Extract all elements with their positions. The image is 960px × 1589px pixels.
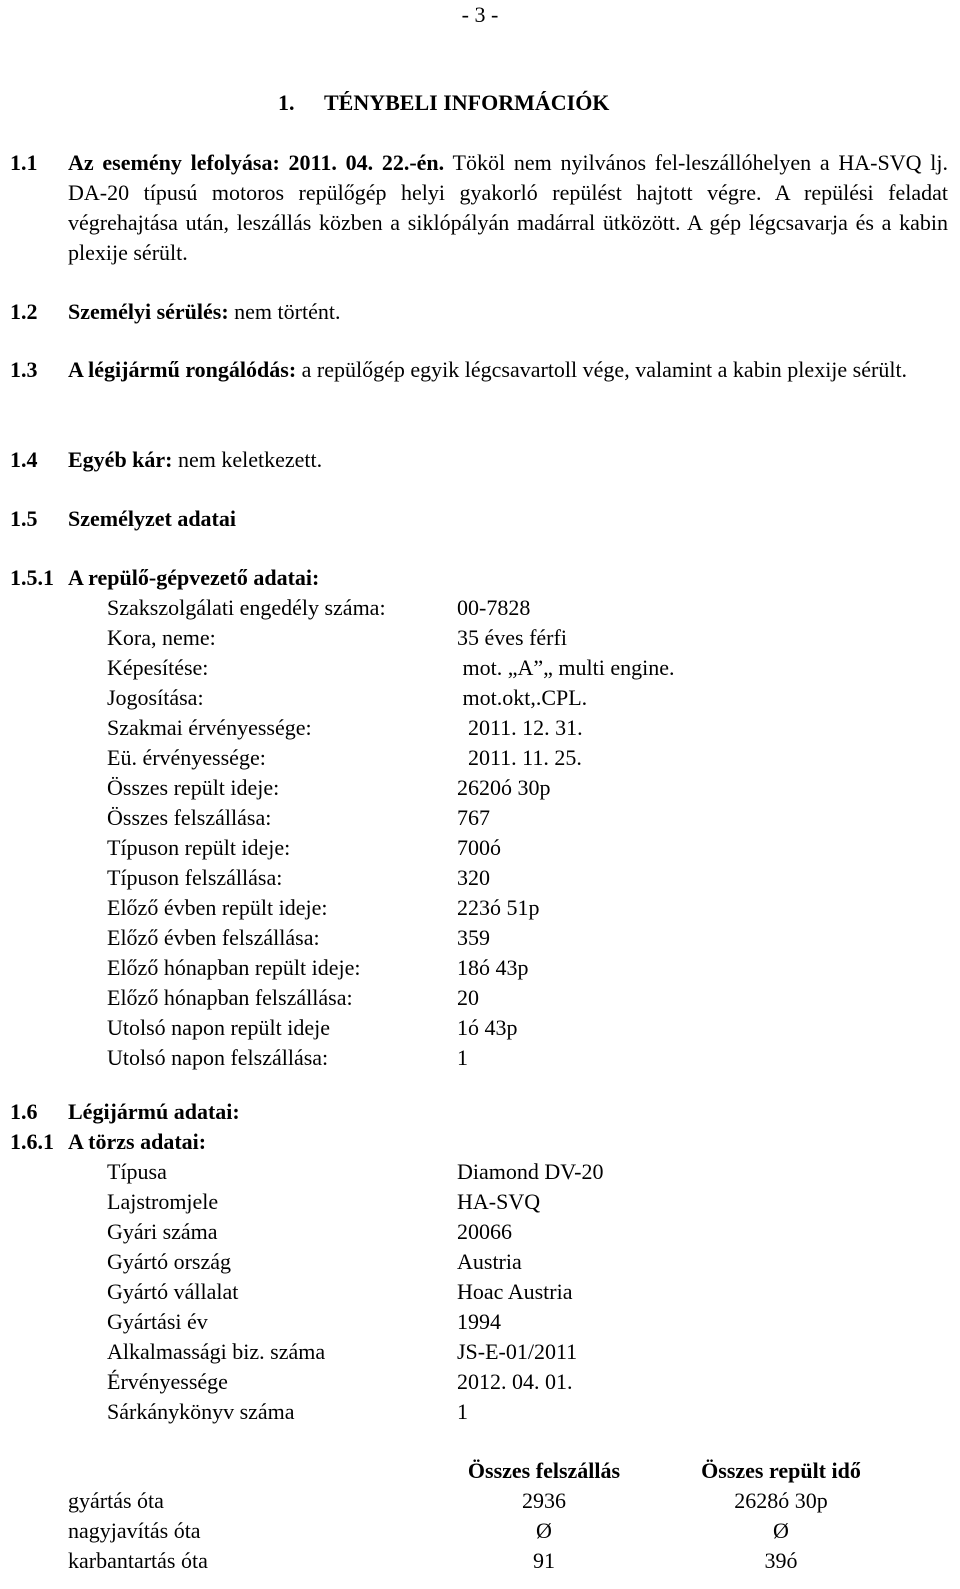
kv-label: Kora, neme: — [107, 625, 216, 650]
section-body — [68, 445, 948, 475]
table-cell: Ø — [536, 1518, 552, 1543]
kv-value: mot.okt,.CPL. — [457, 685, 588, 710]
kv-value: Hoac Austria — [457, 1279, 573, 1304]
kv-value: 18ó 43p — [457, 955, 529, 980]
section-label: Személyi sérülés: — [68, 299, 229, 324]
section-text: nem történt. — [234, 299, 341, 324]
kv-row — [107, 683, 907, 713]
section-number: 1.1 — [10, 150, 38, 175]
section-label: Személyzet adatai — [68, 506, 236, 531]
kv-label: Előző évben repült ideje: — [107, 895, 328, 920]
kv-value: 00-7828 — [457, 595, 531, 620]
section-label: Egyéb kár: — [68, 447, 173, 472]
kv-value: JS-E-01/2011 — [457, 1339, 578, 1364]
table-header-cell: Összes felszállás — [467, 1458, 621, 1483]
table-header-row — [68, 1456, 948, 1486]
totals-table — [68, 1456, 948, 1576]
kv-value: 320 — [457, 865, 490, 890]
kv-label: Sárkánykönyv száma — [107, 1399, 295, 1424]
kv-value: 1 — [457, 1045, 468, 1070]
kv-label: Összes repült ideje: — [107, 775, 280, 800]
section-number: 1.6 — [10, 1099, 38, 1124]
section-text: a repülőgép egyik légcsavartoll vége, valamint a kabin plexije sérült. — [301, 357, 908, 382]
kv-row — [107, 623, 907, 653]
section-number: 1.3 — [10, 357, 38, 382]
kv-row — [107, 1043, 907, 1073]
section-text: nem keletkezett. — [178, 447, 323, 472]
kv-value: 700ó — [457, 835, 501, 860]
kv-value: 767 — [457, 805, 490, 830]
table-row — [68, 1516, 948, 1546]
kv-row — [107, 653, 907, 683]
kv-row — [107, 1307, 907, 1337]
kv-row — [107, 713, 907, 743]
section-body — [68, 504, 948, 534]
section-title — [278, 88, 609, 118]
table-cell: nagyjavítás óta — [68, 1518, 201, 1543]
kv-label: Jogosítása: — [107, 685, 204, 710]
pilot-data-list — [107, 593, 907, 1073]
kv-label: Eü. érvényessége: — [107, 745, 266, 770]
kv-row — [107, 1217, 907, 1247]
section-label: A repülő-gépvezető adatai: — [68, 565, 320, 590]
table-cell: 2628ó 30p — [734, 1488, 828, 1513]
table-row — [68, 1546, 948, 1576]
section-label: A légijármű rongálódás: — [68, 357, 297, 382]
section-number: 1.5.1 — [10, 565, 54, 590]
section-number: 1. — [278, 90, 295, 115]
kv-value: 35 éves férfi — [457, 625, 567, 650]
table-header-cell: Összes repült idő — [701, 1458, 861, 1483]
section-body — [68, 355, 948, 385]
section-body — [68, 148, 948, 268]
section-number: 1.6.1 — [10, 1129, 54, 1154]
section-number: 1.2 — [10, 299, 38, 324]
kv-row — [107, 1397, 907, 1427]
kv-value: 1ó 43p — [457, 1015, 518, 1040]
kv-label: Alkalmassági biz. száma — [107, 1339, 326, 1364]
section-body — [68, 1127, 948, 1157]
kv-label: Gyártó ország — [107, 1249, 232, 1274]
section-label: A törzs adatai: — [68, 1129, 207, 1154]
table-cell: gyártás óta — [68, 1488, 164, 1513]
kv-value: 223ó 51p — [457, 895, 540, 920]
kv-row — [107, 953, 907, 983]
kv-label: Szakszolgálati engedély száma: — [107, 595, 386, 620]
page-number: - 3 - — [461, 2, 499, 27]
table-row — [68, 1486, 948, 1516]
kv-label: Előző hónapban felszállása: — [107, 985, 353, 1010]
kv-label: Utolsó napon repült ideje — [107, 1015, 331, 1040]
kv-value: Austria — [457, 1249, 522, 1274]
kv-row — [107, 923, 907, 953]
kv-value: 2011. 11. 25. — [457, 745, 582, 770]
kv-value: 2011. 12. 31. — [457, 715, 583, 740]
kv-row — [107, 863, 907, 893]
kv-value: 2012. 04. 01. — [457, 1369, 573, 1394]
kv-value: 1994 — [457, 1309, 501, 1334]
kv-row — [107, 743, 907, 773]
kv-row — [107, 773, 907, 803]
kv-label: Képesítése: — [107, 655, 209, 680]
section-body — [68, 563, 948, 593]
kv-value: mot. „A”„ multi engine. — [457, 655, 675, 680]
section-number: 1.4 — [10, 447, 38, 472]
kv-value: Diamond DV-20 — [457, 1159, 604, 1184]
table-cell: 39ó — [764, 1548, 798, 1573]
kv-row — [107, 593, 907, 623]
kv-label: Típuson repült ideje: — [107, 835, 291, 860]
kv-row — [107, 1367, 907, 1397]
kv-value: 20 — [457, 985, 479, 1010]
table-cell: 91 — [533, 1548, 555, 1573]
kv-row — [107, 1187, 907, 1217]
kv-row — [107, 1277, 907, 1307]
kv-label: Típuson felszállása: — [107, 865, 283, 890]
kv-value: 2620ó 30p — [457, 775, 551, 800]
section-body — [68, 1097, 948, 1127]
kv-row — [107, 1157, 907, 1187]
kv-label: Lajstromjele — [107, 1189, 219, 1214]
kv-label: Gyártási év — [107, 1309, 208, 1334]
kv-label: Előző évben felszállása: — [107, 925, 320, 950]
kv-label: Összes felszállása: — [107, 805, 272, 830]
kv-value: 359 — [457, 925, 490, 950]
kv-row — [107, 983, 907, 1013]
kv-label: Szakmai érvényessége: — [107, 715, 312, 740]
kv-label: Gyártó vállalat — [107, 1279, 239, 1304]
table-cell: karbantartás óta — [68, 1548, 208, 1573]
kv-value: 1 — [457, 1399, 468, 1424]
kv-label: Utolsó napon felszállása: — [107, 1045, 329, 1070]
kv-value: HA-SVQ — [457, 1189, 541, 1214]
section-number: 1.5 — [10, 506, 38, 531]
kv-value: 20066 — [457, 1219, 512, 1244]
kv-row — [107, 1337, 907, 1367]
kv-label: Típusa — [107, 1159, 167, 1184]
kv-row — [107, 893, 907, 923]
table-cell: 2936 — [522, 1488, 566, 1513]
kv-row — [107, 803, 907, 833]
kv-row — [107, 1013, 907, 1043]
table-cell: Ø — [773, 1518, 789, 1543]
section-title-text: TÉNYBELI INFORMÁCIÓK — [324, 90, 610, 115]
kv-label: Gyári száma — [107, 1219, 218, 1244]
section-label: Az esemény lefolyása: 2011. 04. 22.-én. — [68, 150, 445, 175]
kv-row — [107, 833, 907, 863]
aircraft-data-list — [107, 1157, 907, 1427]
kv-label: Előző hónapban repült ideje: — [107, 955, 361, 980]
kv-label: Érvényessége — [107, 1369, 228, 1394]
section-label: Légijármú adatai: — [68, 1099, 240, 1124]
kv-row — [107, 1247, 907, 1277]
section-body — [68, 297, 948, 327]
section-text: Tököl nem nyilvános fel-leszállóhelyen a HA-SVQ lj. DA-20 típusú motoros repülőgép helyi gyakorló repülést hajtott végre. A repülési feladat végrehajtása után, leszállás közben a siklópályán madárral ütközött. A gép légcsavarja és a kabin plexije sérült. — [68, 150, 948, 265]
